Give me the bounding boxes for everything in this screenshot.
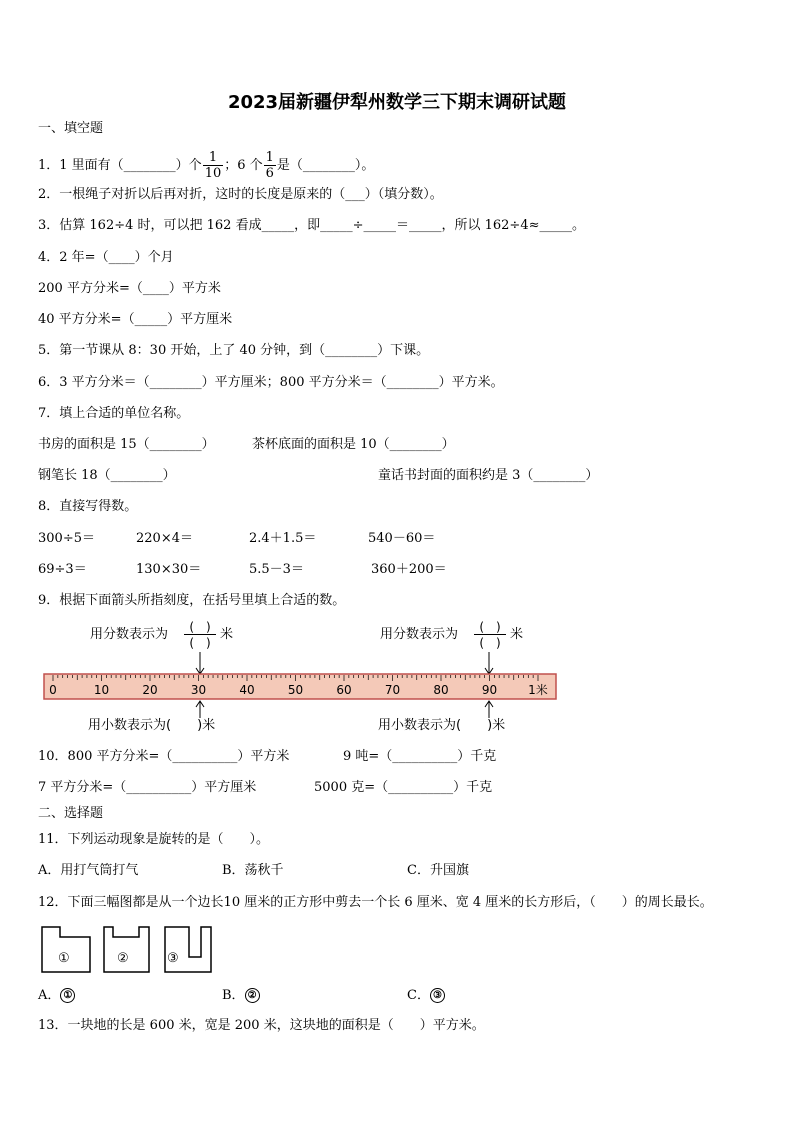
calc-item: 2.4＋1.5＝ bbox=[249, 531, 317, 546]
ruler-label: 50 bbox=[287, 683, 304, 697]
unit-meter-right: 米 bbox=[510, 627, 524, 642]
fraction-blank-numerator-left: ( ) bbox=[184, 620, 216, 635]
option-b-circle: ② bbox=[245, 988, 260, 1003]
q7-item: 茶杯底面的面积是 10（________） bbox=[252, 437, 455, 452]
calc-item: 130×30＝ bbox=[136, 562, 202, 577]
calc-item: 5.5－3＝ bbox=[249, 562, 304, 577]
option-a-letter: A． bbox=[38, 988, 61, 1003]
question-10-item: 5000 克=（__________）千克 bbox=[314, 780, 493, 795]
question-6: 6．3 平方分米＝（________）平方厘米；800 平方分米＝（________）平方米。 bbox=[38, 375, 504, 390]
unit-meter-left: 米 bbox=[220, 627, 234, 642]
question-8-heading: 8．直接写得数。 bbox=[38, 499, 138, 514]
fraction-prompt-left: 用分数表示为 bbox=[90, 627, 169, 642]
q7-item: 童话书封面的面积约是 3（________） bbox=[378, 468, 599, 483]
question-10-item: 9 吨=（__________）千克 bbox=[343, 749, 497, 764]
question-10-item: 7 平方分米=（__________）平方厘米 bbox=[38, 780, 257, 795]
ruler-label: 1米 bbox=[528, 683, 548, 697]
figure-3-label: ③ bbox=[167, 951, 179, 966]
meter-ruler bbox=[0, 640, 794, 720]
section-fill-blank: 一、填空题 bbox=[38, 121, 104, 136]
fraction-one-sixth bbox=[264, 150, 276, 181]
q1-text-c: 是（________）。 bbox=[276, 158, 375, 173]
question-4-line-2: 200 平方分米=（____）平方米 bbox=[38, 281, 221, 296]
q1-text-a: 1．1 里面有（________）个 bbox=[38, 158, 202, 173]
question-1 bbox=[38, 150, 374, 181]
calc-item: 540－60＝ bbox=[368, 531, 436, 546]
question-4-line-1: 4．2 年=（____）个月 bbox=[38, 250, 174, 265]
option-c-circle: ③ bbox=[430, 988, 445, 1003]
ruler-label: 70 bbox=[384, 683, 401, 697]
ruler-label: 30 bbox=[190, 683, 207, 697]
section-multiple-choice: 二、选择题 bbox=[38, 806, 104, 821]
decimal-prompt-right: 用小数表示为( )米 bbox=[378, 718, 506, 733]
fraction-one-tenth bbox=[203, 150, 224, 181]
question-2: 2．一根绳子对折以后再对折，这时的长度是原来的（___）（填分数）。 bbox=[38, 187, 443, 202]
question-13: 13．一块地的长是 600 米，宽是 200 米，这块地的面积是（ ）平方米。 bbox=[38, 1018, 485, 1033]
fraction-denominator: 10 bbox=[204, 166, 222, 181]
fraction-denominator: 6 bbox=[265, 166, 274, 181]
fraction-blank-denominator-left: ( ) bbox=[189, 636, 211, 650]
question-5: 5．第一节课从 8：30 开始，上了 40 分钟，到（________）下课。 bbox=[38, 343, 430, 358]
calc-item: 300÷5＝ bbox=[38, 531, 95, 546]
page-title: 2023届新疆伊犁州数学三下期末调研试题 bbox=[227, 92, 567, 113]
question-9-heading: 9．根据下面箭头所指刻度，在括号里填上合适的数。 bbox=[38, 593, 346, 608]
option-a: A．用打气筒打气 bbox=[38, 863, 139, 878]
figure-1-label: ① bbox=[58, 951, 70, 966]
figure-2-label: ② bbox=[117, 951, 129, 966]
fraction-blank-numerator-right: ( ) bbox=[474, 620, 506, 635]
decimal-prompt-left: 用小数表示为( )米 bbox=[88, 718, 216, 733]
fraction-numerator: 1 bbox=[265, 150, 274, 165]
question-3: 3．估算 162÷4 时，可以把 162 看成_____，即_____÷_____＝_____，所以 162÷4≈_____。 bbox=[38, 218, 585, 233]
ruler-label: 40 bbox=[239, 683, 255, 697]
ruler-label: 20 bbox=[142, 683, 158, 697]
question-12: 12．下面三幅图都是从一个边长10 厘米的正方形中剪去一个长 6 厘米、宽 4 厘米的长方形后，（ ）的周长最长。 bbox=[38, 895, 713, 910]
option-a bbox=[38, 988, 75, 1004]
question-7-heading: 7．填上合适的单位名称。 bbox=[38, 406, 190, 421]
calc-item: 69÷3＝ bbox=[38, 562, 87, 577]
ruler-label: 0 bbox=[49, 683, 57, 697]
fraction-prompt-right: 用分数表示为 bbox=[380, 627, 459, 642]
question-11: 11．下列运动现象是旋转的是（ ）。 bbox=[38, 832, 270, 847]
cut-square-figures bbox=[0, 920, 260, 976]
option-c bbox=[407, 988, 445, 1004]
option-a-circle: ① bbox=[60, 988, 75, 1003]
q7-item: 书房的面积是 15（________） bbox=[38, 437, 215, 452]
ruler-label: 10 bbox=[93, 683, 110, 697]
option-c-letter: C． bbox=[407, 988, 430, 1003]
option-c: C．升国旗 bbox=[407, 863, 469, 878]
ruler-label: 60 bbox=[336, 683, 352, 697]
ruler-label: 80 bbox=[433, 683, 449, 697]
option-b bbox=[222, 988, 260, 1004]
option-b-letter: B． bbox=[222, 988, 245, 1003]
q1-text-b: ；6 个 bbox=[224, 158, 263, 173]
fraction-numerator: 1 bbox=[203, 150, 224, 166]
question-10-item: 10．800 平方分米=（__________）平方米 bbox=[38, 749, 290, 764]
calc-item: 220×4＝ bbox=[136, 531, 193, 546]
option-b: B．荡秋千 bbox=[222, 863, 284, 878]
ruler-label: 90 bbox=[481, 683, 498, 697]
q7-item: 钢笔长 18（________） bbox=[38, 468, 176, 483]
question-4-line-3: 40 平方分米=（_____）平方厘米 bbox=[38, 312, 233, 327]
calc-item: 360＋200＝ bbox=[371, 562, 447, 577]
fraction-blank-denominator-right: ( ) bbox=[479, 636, 501, 650]
